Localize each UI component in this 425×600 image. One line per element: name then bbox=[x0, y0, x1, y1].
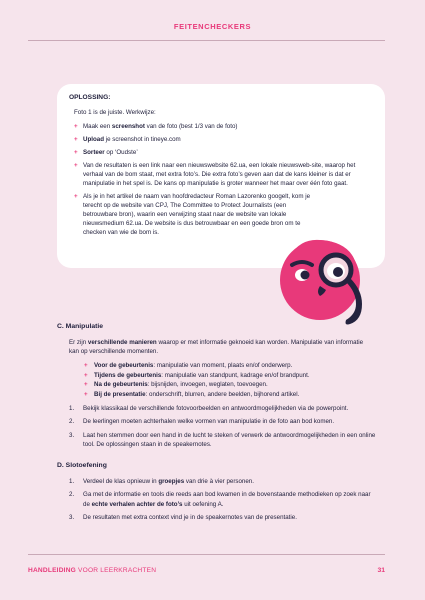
numbered-item: 1. Bekijk klassikaal de verschillende fotovoorbeelden en antwoordmogelijkheden via de powerpoint. bbox=[69, 405, 349, 412]
footer-title: HANDLEIDING VOOR LEERKRACHTEN bbox=[28, 567, 157, 574]
plus-icon: + bbox=[84, 390, 88, 398]
section-d-steps bbox=[69, 477, 379, 527]
plus-icon: + bbox=[84, 381, 88, 389]
plus-icon: + bbox=[74, 136, 78, 143]
list-item: + Voor de gebeurtenis: manipulatie van moment, plaats en/of onderwerp. bbox=[84, 362, 293, 369]
solution-item: + Sorteer op ‘Oudste’ bbox=[74, 149, 138, 156]
manipulation-types-list bbox=[84, 361, 374, 399]
numbered-item: 3. Laat hen stemmen door een hand in de lucht te steken of verwerk de antwoordmogelijkheden in een online tool. De oplossingen staan in de speakernotes. bbox=[69, 431, 376, 449]
plus-icon: + bbox=[74, 123, 78, 130]
header-title: FEITENCHECKERS bbox=[173, 22, 252, 31]
numbered-item: 1. Verdeel de klas opnieuw in groepjes van drie à vier personen. bbox=[69, 478, 254, 485]
numbered-item: 2. De leerlingen moeten achterhalen welke vormen van manipulatie in de foto aan bod komen. bbox=[69, 418, 335, 426]
plus-icon: + bbox=[84, 362, 88, 369]
footer-divider bbox=[28, 554, 385, 555]
section-d-title: D. Slotoefening bbox=[57, 462, 107, 469]
solution-item: + Als je in het artikel de naam van hoofdredacteur Roman Lazorenko googelt, kom je terecht op de website van CPJ, The Committee to Protect Journalists (een betrouwbare bron), waarin een verwijzing staat naar de website van lokale nieuwsmedium 62.ua. De website is dus betrouwbaar en een goede bron om te checken van wie de bom is. bbox=[74, 193, 311, 236]
solution-item: + Upload je screenshot in tineye.com bbox=[74, 136, 181, 143]
plus-icon: + bbox=[74, 162, 78, 169]
solution-item: + Maak een screenshot van de foto (best 1/3 van de foto) bbox=[74, 123, 238, 130]
section-c-steps bbox=[69, 404, 379, 454]
page-number: 31 bbox=[377, 567, 385, 574]
solution-list bbox=[74, 122, 374, 241]
section-c-intro: Er zijn verschillende manieren waarop er met informatie geknoeid kan worden. Manipulatie van informatie kan op verschillende momenten. bbox=[69, 339, 364, 355]
plus-icon: + bbox=[74, 193, 78, 200]
list-item: + Na de gebeurtenis: bijsnijden, invoegen, weglaten, toevoegen. bbox=[84, 381, 268, 389]
list-item: + Bij de presentatie: onderschrift, blurren, andere beelden, bijhorend artikel. bbox=[84, 390, 300, 398]
solution-intro: Foto 1 is de juiste. Werkwijze: bbox=[74, 109, 156, 116]
plus-icon: + bbox=[84, 371, 88, 379]
numbered-item: 2. Ga met de informatie en tools die reeds aan bod kwamen in de bovenstaande methodieken op zoek naar de echte verhalen achter de foto’s uit oefening A. bbox=[69, 491, 371, 508]
plus-icon: + bbox=[74, 149, 78, 156]
list-item: + Tijdens de gebeurtenis: manipulatie van standpunt, kadrage en/of brandpunt. bbox=[84, 371, 310, 379]
solution-title: OPLOSSING: bbox=[69, 94, 111, 101]
solution-item: + Van de resultaten is een link naar een nieuwswebsite 62.ua, een lokale nieuwsweb-site, waarop het verhaal van de bom staat, met extra foto’s. Die extra foto’s geven aan dat de kans kleiner is dat er manipulatie in het spel is. De kans op manipulatie is groter wanneer het maar over één foto gaat. bbox=[74, 162, 356, 187]
section-c-title: C. Manipulatie bbox=[57, 323, 104, 330]
numbered-item: 3. De resultaten met extra context vind je in de speakernotes van de presentatie. bbox=[69, 514, 297, 522]
magnifier-face-icon bbox=[280, 228, 390, 338]
header-divider bbox=[28, 40, 385, 41]
